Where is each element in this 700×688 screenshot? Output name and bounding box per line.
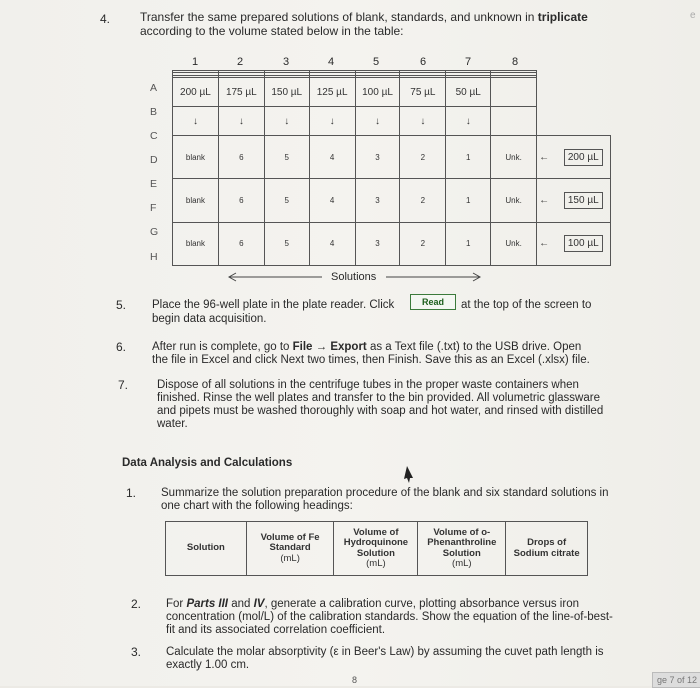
- plate-layout-table: [172, 70, 611, 266]
- side-volume-cell: [537, 179, 611, 222]
- summary-headings-table: [165, 521, 588, 576]
- row-label-b: B: [150, 106, 158, 118]
- step-7-line-1: Dispose of all solutions in the centrifuge tubes in the proper waste containers when: [157, 379, 579, 391]
- row-label-d: D: [150, 154, 158, 166]
- table-cell: 3: [355, 179, 400, 222]
- table-cell: 6: [218, 222, 264, 265]
- table-cell: blank: [173, 222, 219, 265]
- step-4-line-1: Transfer the same prepared solutions of blank, standards, and unknown in triplicate: [140, 10, 588, 24]
- table-cell: 5: [264, 135, 309, 178]
- table-cell: 3: [355, 135, 400, 178]
- da-2-line-2: concentration (mol/L) of the calibration standards. Show the equation of the line-of-best-: [166, 611, 613, 623]
- row-label-c: C: [150, 130, 158, 142]
- step-4-line-2: according to the volume stated below in the table:: [140, 24, 404, 38]
- page-indicator: ge 7 of 12: [652, 672, 700, 688]
- step-6-line-2: the file in Excel and click Next two times, then Finish. Save this as an Excel (.xlsx) file.: [152, 354, 590, 366]
- table-cell: Unk.: [491, 179, 537, 222]
- da-1-line-2: one chart with the following headings:: [161, 500, 353, 512]
- table-row: [173, 78, 611, 107]
- side-volume: 150 µL: [564, 192, 603, 209]
- row-label-h: H: [150, 251, 158, 263]
- table-cell: 175 µL: [218, 78, 264, 107]
- side-volume-cell: [537, 135, 611, 178]
- down-arrow-icon: ↓: [218, 107, 264, 136]
- table-cell: Unk.: [491, 222, 537, 265]
- table-row: [173, 135, 611, 178]
- table-cell: 4: [309, 222, 355, 265]
- table-cell: 100 µL: [355, 78, 400, 107]
- row-label-f: F: [150, 202, 157, 214]
- table-cell: 6: [218, 179, 264, 222]
- step-7-line-2: finished. Rinse the well plates and transfer to the bin provided. All volumetric glassware: [157, 392, 600, 404]
- table-cell: 4: [309, 179, 355, 222]
- table-cell: 2: [400, 222, 446, 265]
- table-cell: 5: [264, 179, 309, 222]
- section-title: Data Analysis and Calculations: [122, 457, 293, 469]
- row-label-e: E: [150, 178, 158, 190]
- table-cell: 1: [446, 135, 491, 178]
- header-volume-fe: Volume of Fe Standard (mL): [246, 522, 334, 576]
- table-cell: 75 µL: [400, 78, 446, 107]
- da-3-line-2: exactly 1.00 cm.: [166, 659, 250, 671]
- step-6-line-1: After run is complete, go to File → Export as a Text file (.txt) to the USB drive. Open: [152, 341, 582, 353]
- step-7-line-4: water.: [157, 418, 188, 430]
- table-row: [173, 222, 611, 265]
- side-volume: 200 µL: [564, 149, 603, 166]
- right-arrow-icon: →: [312, 341, 331, 353]
- col-label-8: 8: [512, 56, 519, 68]
- down-arrow-icon: ↓: [400, 107, 446, 136]
- table-cell: 2: [400, 135, 446, 178]
- page-number: 8: [352, 675, 358, 685]
- step-6-number: 6.: [116, 340, 127, 354]
- down-arrow-icon: ↓: [309, 107, 355, 136]
- side-volume-cell: [537, 222, 611, 265]
- table-cell: 4: [309, 135, 355, 178]
- table-cell: 1: [446, 179, 491, 222]
- header-volume-hydroquinone: Volume of Hydroquinone Solution (mL): [334, 522, 418, 576]
- table-cell: 125 µL: [309, 78, 355, 107]
- col-label-3: 3: [283, 56, 290, 68]
- table-cell: 1: [446, 222, 491, 265]
- row-label-g: G: [150, 226, 159, 238]
- corner-letter: e: [690, 10, 696, 21]
- col-label-5: 5: [373, 56, 380, 68]
- da-2-number: 2.: [131, 597, 142, 611]
- left-arrow-icon: ←: [539, 151, 550, 163]
- header-solution: Solution: [166, 522, 247, 576]
- step-4-number: 4.: [100, 12, 111, 26]
- da-2-line-1: For Parts III and IV, generate a calibration curve, plotting absorbance versus iron: [166, 598, 579, 610]
- da-2-line-3: fit and its associated correlation coefficient.: [166, 624, 386, 636]
- table-row: [166, 522, 588, 576]
- left-arrow-icon: ←: [539, 238, 550, 250]
- table-row: [173, 107, 611, 136]
- col-label-1: 1: [192, 56, 199, 68]
- col-label-2: 2: [237, 56, 244, 68]
- row-label-a: A: [150, 82, 158, 94]
- table-cell: 200 µL: [173, 78, 219, 107]
- side-volume: 100 µL: [564, 235, 603, 252]
- solutions-label: Solutions: [331, 271, 377, 283]
- table-cell: blank: [173, 179, 219, 222]
- da-3-line-1: Calculate the molar absorptivity (ε in Beer's Law) by assuming the cuvet path length is: [166, 646, 604, 658]
- table-cell: 5: [264, 222, 309, 265]
- down-arrow-icon: ↓: [173, 107, 219, 136]
- col-label-4: 4: [328, 56, 335, 68]
- table-cell: blank: [173, 135, 219, 178]
- table-cell: 2: [400, 179, 446, 222]
- down-arrow-icon: ↓: [446, 107, 491, 136]
- table-cell: 6: [218, 135, 264, 178]
- header-volume-phenanthroline: Volume of o- Phenanthroline Solution (mL): [418, 522, 506, 576]
- down-arrow-icon: ↓: [264, 107, 309, 136]
- da-1-line-1: Summarize the solution preparation procedure of the blank and six standard solutions in: [161, 487, 609, 499]
- step-5-text-a: Place the 96-well plate in the plate reader. Click: [152, 299, 395, 311]
- step-5-number: 5.: [116, 298, 127, 312]
- da-3-number: 3.: [131, 645, 142, 659]
- step-7-number: 7.: [118, 378, 129, 392]
- step-7-line-3: and pipets must be washed thoroughly with soap and hot water, and rinsed with distilled: [157, 405, 604, 417]
- down-arrow-icon: ↓: [355, 107, 400, 136]
- table-cell: 150 µL: [264, 78, 309, 107]
- header-drops-citrate: Drops of Sodium citrate: [506, 522, 588, 576]
- col-label-7: 7: [465, 56, 472, 68]
- read-button[interactable]: Read: [410, 294, 456, 310]
- col-label-6: 6: [420, 56, 427, 68]
- step-5-line-2: begin data acquisition.: [152, 313, 267, 325]
- step-5-text-b: at the top of the screen to: [461, 299, 592, 311]
- da-1-number: 1.: [126, 486, 137, 500]
- table-cell: Unk.: [491, 135, 537, 178]
- table-cell: 3: [355, 222, 400, 265]
- table-row: [173, 179, 611, 222]
- left-arrow-icon: ←: [539, 194, 550, 206]
- table-cell: 50 µL: [446, 78, 491, 107]
